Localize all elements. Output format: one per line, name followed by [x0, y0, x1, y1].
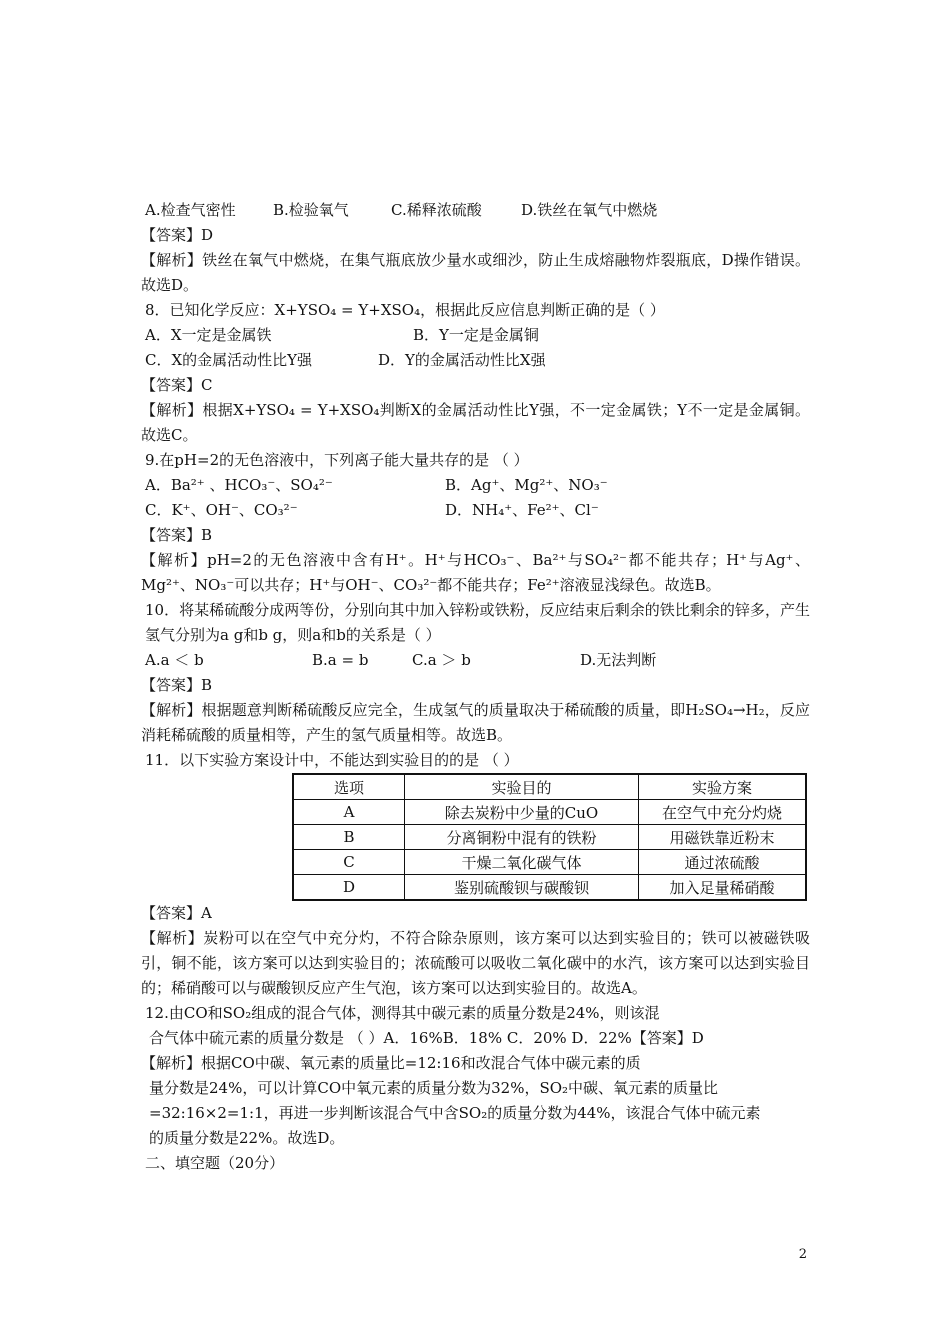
- q10-option-b: B.a = b: [312, 651, 369, 669]
- q7-option-d: D.铁丝在氧气中燃烧: [521, 201, 658, 219]
- table-row: [293, 825, 806, 850]
- q8-option-d: D．Y的金属活动性比X强: [378, 351, 546, 369]
- table-header-row: [293, 774, 806, 800]
- q7-analysis: 【解析】铁丝在氧气中燃烧，在集气瓶底放少量水或细沙，防止生成熔融物炸裂瓶底，D操作错误。故选D。: [141, 251, 810, 294]
- q8-option-c: C．X的金属活动性比Y强: [145, 351, 313, 369]
- q7-option-b: B.检验氧气: [273, 201, 349, 219]
- table-cell: 干燥二氧化碳气体: [405, 850, 639, 875]
- table-cell: 在空气中充分灼烧: [639, 800, 807, 825]
- q12-analysis-line4: 的质量分数是22%。故选D。: [149, 1129, 345, 1147]
- q11-answer: 【答案】A: [141, 904, 212, 922]
- table-header: 选项: [293, 774, 405, 800]
- document-body: [141, 198, 810, 1176]
- q10-options: [145, 648, 810, 673]
- q9-option-c: C．K⁺、OH⁻、CO₃²⁻: [145, 501, 298, 519]
- table-cell: 分离铜粉中混有的铁粉: [405, 825, 639, 850]
- q10-stem: 10．将某稀硫酸分成两等份，分别向其中加入锌粉或铁粉，反应结束后剩余的铁比剩余的锌多，产生氢气分别为a g和b g，则a和b的关系是（ ）: [145, 601, 810, 644]
- q12-analysis-line3: =32:16×2=1:1，再进一步判断该混合气中含SO₂的质量分数为44%，该混合气体中硫元素: [149, 1104, 761, 1122]
- table-cell: C: [293, 850, 405, 875]
- q11-stem: 11．以下实验方案设计中，不能达到实验目的的是 （ ）: [145, 751, 519, 769]
- q8-options-row2: [145, 348, 810, 373]
- q7-option-a: A.检查气密性: [145, 201, 236, 219]
- q10-option-a: A.a ＜ b: [145, 651, 204, 669]
- table-cell: 通过浓硫酸: [639, 850, 807, 875]
- table-row: [293, 875, 806, 901]
- q8-options-row1: [145, 323, 810, 348]
- table-cell: B: [293, 825, 405, 850]
- q9-options-row2: [145, 498, 810, 523]
- q9-option-b: B．Ag⁺、Mg²⁺、NO₃⁻: [445, 476, 608, 494]
- table-cell: 加入足量稀硝酸: [639, 875, 807, 901]
- table-row: [293, 850, 806, 875]
- q8-stem: 8．已知化学反应：X+YSO₄ = Y+XSO₄，根据此反应信息判断正确的是（ ）: [145, 301, 665, 319]
- table-row: [293, 800, 806, 825]
- q10-analysis: 【解析】根据题意判断稀硫酸反应完全，生成氢气的质量取决于稀硫酸的质量，即H₂SO₄→H₂，反应消耗稀硫酸的质量相等，产生的氢气质量相等。故选B。: [141, 701, 810, 744]
- q12-analysis-line1: 【解析】根据CO中碳、氧元素的质量比=12:16和改混合气体中碳元素的质: [141, 1054, 641, 1072]
- q7-option-c: C.稀释浓硫酸: [391, 201, 482, 219]
- table-header: 实验目的: [405, 774, 639, 800]
- q10-answer: 【答案】B: [141, 676, 213, 694]
- q7-answer: 【答案】D: [141, 226, 214, 244]
- page-number: 2: [798, 1247, 807, 1262]
- q9-stem: 9.在pH=2的无色溶液中，下列离子能大量共存的是 （ ）: [145, 451, 529, 469]
- table-cell: 除去炭粉中少量的CuO: [405, 800, 639, 825]
- table-cell: 用磁铁靠近粉末: [639, 825, 807, 850]
- q9-answer: 【答案】B: [141, 526, 213, 544]
- q9-option-a: A．Ba²⁺ 、HCO₃⁻、SO₄²⁻: [145, 476, 333, 494]
- q9-analysis: 【解析】pH=2的无色溶液中含有H⁺。H⁺与HCO₃⁻、Ba²⁺与SO₄²⁻都不能共存；H⁺与Ag⁺、Mg²⁺、NO₃⁻可以共存；H⁺与OH⁻、CO₃²⁻都不能共存；Fe²⁺溶液显浅绿色。故选B。: [141, 551, 810, 594]
- q8-option-b: B．Y一定是金属铜: [413, 326, 539, 344]
- table-cell: D: [293, 875, 405, 901]
- q11-table: [292, 773, 807, 901]
- q8-option-a: A．X一定是金属铁: [145, 326, 272, 344]
- q12-stem-line1: 12.由CO和SO₂组成的混合气体，测得其中碳元素的质量分数是24%，则该混: [145, 1004, 660, 1022]
- q8-analysis: 【解析】根据X+YSO₄ = Y+XSO₄判断X的金属活动性比Y强，不一定金属铁；Y不一定是金属铜。故选C。: [141, 401, 810, 444]
- table-cell: A: [293, 800, 405, 825]
- q12-stem-line2: 合气体中硫元素的质量分数是 （ ）A．16%B．18% C．20% D．22%【答案】D: [149, 1029, 704, 1047]
- q10-option-c: C.a ＞ b: [412, 651, 471, 669]
- q12-analysis-line2: 量分数是24%，可以计算CO中氧元素的质量分数为32%，SO₂中碳、氧元素的质量比: [149, 1079, 719, 1097]
- section-heading: 二、填空题（20分）: [145, 1154, 285, 1172]
- q10-option-d: D.无法判断: [580, 651, 657, 669]
- table-header: 实验方案: [639, 774, 807, 800]
- table-cell: 鉴别硫酸钡与碳酸钡: [405, 875, 639, 901]
- q9-options-row1: [145, 473, 810, 498]
- q9-option-d: D．NH₄⁺、Fe²⁺、Cl⁻: [445, 501, 599, 519]
- q11-analysis: 【解析】炭粉可以在空气中充分灼，不符合除杂原则，该方案可以达到实验目的；铁可以被磁铁吸引，铜不能，该方案可以达到实验目的；浓硫酸可以吸收二氧化碳中的水汽，该方案可以达到实验目的；稀硝酸可以与碳酸钡反应产生气泡，该方案可以达到实验目的。故选A。: [141, 929, 810, 997]
- q8-answer: 【答案】C: [141, 376, 213, 394]
- q7-options: [145, 198, 810, 223]
